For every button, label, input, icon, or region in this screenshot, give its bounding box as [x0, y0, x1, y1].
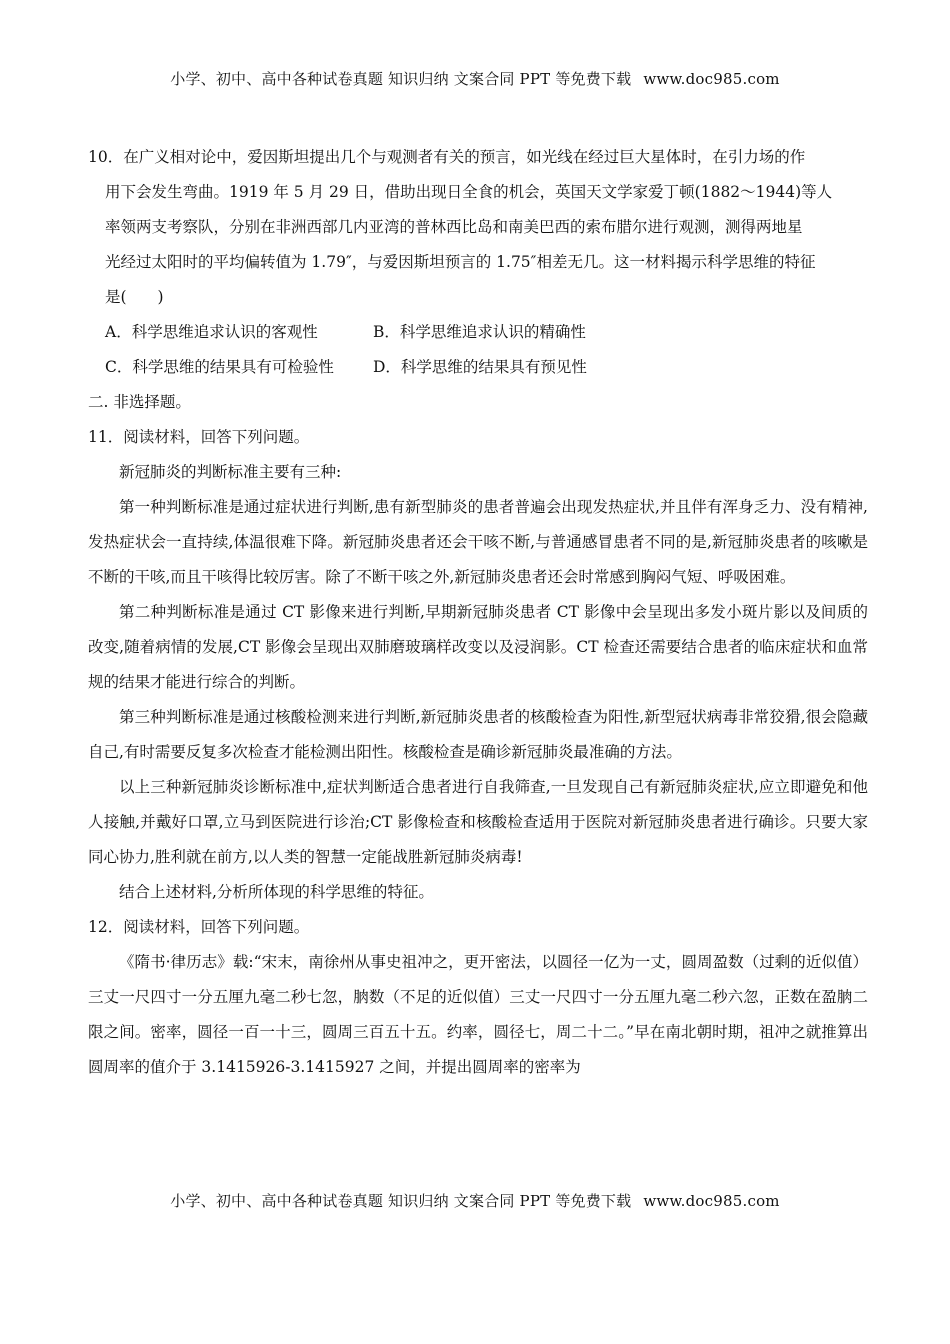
footer-url[interactable]: www.doc985.com [643, 1192, 780, 1210]
option-a[interactable]: A．科学思维追求认识的客观性 [105, 323, 318, 341]
header-url[interactable]: www.doc985.com [643, 70, 780, 88]
question-11-intro: 新冠肺炎的判断标准主要有三种: [119, 463, 342, 481]
question-11-paragraph-4: 以上三种新冠肺炎诊断标准中,症状判断适合患者进行自我筛查,一旦发现自己有新冠肺炎症状,应立即避免和他人接触,并戴好口罩,立马到医院进行诊治;CT 影像检查和核酸检查适用于医院对新冠肺炎患者进行确诊。只要大家同心协力,胜利就在前方,以人类的智慧一定能战胜新冠肺炎病毒! [88, 778, 868, 866]
question-10-line-2: 用下会发生弯曲。1919 年 5 月 29 日，借助出现日全食的机会，英国天文学家爱丁顿(1882～1944)等人 [105, 183, 833, 201]
question-10-number: 10． [88, 148, 124, 166]
question-10-line-3: 率领两支考察队，分别在非洲西部几内亚湾的普林西比岛和南美巴西的索布腊尔进行观测，测得两地星 [105, 218, 803, 236]
options-row-1 [88, 315, 868, 350]
page-footer [0, 1190, 950, 1211]
section-title: 二. 非选择题。 [88, 393, 191, 411]
option-b[interactable]: B．科学思维追求认识的精确性 [373, 323, 586, 341]
options-row-2 [88, 350, 868, 385]
question-12-paragraph-1: 《隋书·律历志》载:“宋末，南徐州从事史祖冲之，更开密法，以圆径一亿为一丈，圆周盈数（过剩的近似值）三丈一尺四寸一分五厘九毫二秒七忽，朒数（不足的近似值）三丈一尺四寸一分五厘九毫二秒六忽，正数在盈朒二限之间。密率，圆径一百一十三，圆周三百五十五。约率，圆径七，周二十二。”早在南北朝时期，祖冲之就推算出圆周率的值介于 3.1415926-3.1415927 之间，并提出圆周率的密率为 [88, 953, 868, 1076]
document-body [88, 140, 868, 1085]
footer-text: 小学、初中、高中各种试卷真题 知识归纳 文案合同 PPT 等免费下载 [170, 1192, 632, 1210]
question-11-prompt: 结合上述材料,分析所体现的科学思维的特征。 [119, 883, 434, 901]
question-11 [88, 420, 868, 910]
question-10-line-4: 光经过太阳时的平均偏转值为 1.79″，与爱因斯坦预言的 1.75″相差无几。这一材料揭示科学思维的特征 [105, 253, 816, 271]
question-11-paragraph-2: 第二种判断标准是通过 CT 影像来进行判断,早期新冠肺炎患者 CT 影像中会呈现出多发小斑片影以及间质的改变,随着病情的发展,CT 影像会呈现出双肺磨玻璃样改变以及浸润影。CT 检查还需要结合患者的临床症状和血常规的结果才能进行综合的判断。 [88, 603, 868, 691]
question-12 [88, 910, 868, 1085]
question-12-heading: 12．阅读材料，回答下列问题。 [88, 918, 310, 936]
question-10 [88, 140, 868, 385]
question-10-line-5: 是( ) [105, 288, 164, 306]
question-10-line-1: 10．在广义相对论中，爱因斯坦提出几个与观测者有关的预言，如光线在经过巨大星体时，在引力场的作 [88, 148, 806, 166]
question-11-paragraph-3: 第三种判断标准是通过核酸检测来进行判断,新冠肺炎患者的核酸检查为阳性,新型冠状病毒非常狡猾,很会隐藏自己,有时需要反复多次检查才能检测出阳性。核酸检查是确诊新冠肺炎最准确的方法。 [88, 708, 868, 761]
option-d[interactable]: D．科学思维的结果具有预见性 [373, 358, 587, 376]
question-11-heading: 11．阅读材料，回答下列问题。 [88, 428, 310, 446]
page-header [0, 68, 950, 89]
option-c[interactable]: C．科学思维的结果具有可检验性 [105, 358, 334, 376]
question-11-paragraph-1: 第一种判断标准是通过症状进行判断,患有新型肺炎的患者普遍会出现发热症状,并且伴有浑身乏力、没有精神,发热症状会一直持续,体温很难下降。新冠肺炎患者还会干咳不断,与普通感冒患者不同的是,新冠肺炎患者的咳嗽是不断的干咳,而且干咳得比较厉害。除了不断干咳之外,新冠肺炎患者还会时常感到胸闷气短、呼吸困难。 [88, 498, 868, 586]
header-text: 小学、初中、高中各种试卷真题 知识归纳 文案合同 PPT 等免费下载 [170, 70, 632, 88]
